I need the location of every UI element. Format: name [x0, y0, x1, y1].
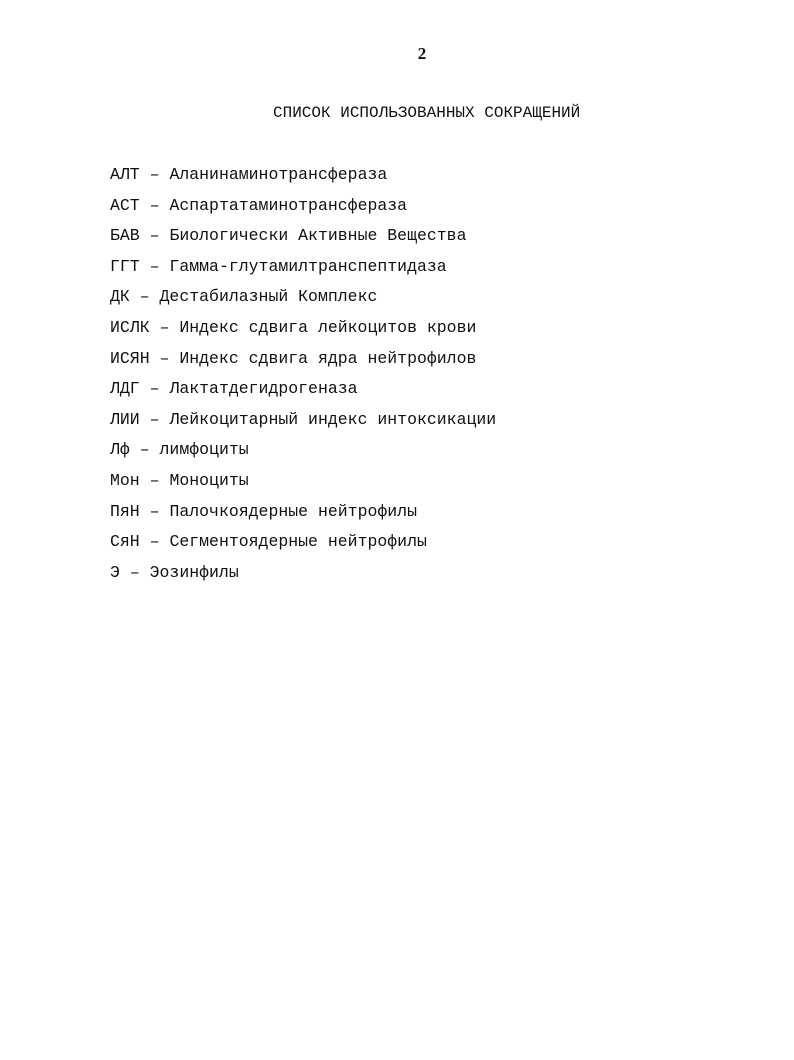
abbreviation-definition: Гамма-глутамилтранспептидаза	[169, 256, 447, 276]
abbreviation-definition: Палочкоядерные нейтрофилы	[169, 501, 417, 521]
abbreviation-item	[110, 409, 496, 440]
abbreviation-definition: Эозинфилы	[149, 562, 239, 582]
abbreviation-term: Мон	[110, 470, 140, 490]
abbreviation-separator: –	[149, 165, 160, 184]
abbreviation-item	[110, 501, 496, 532]
abbreviation-definition: Лейкоцитарный индекс интоксикации	[169, 409, 497, 429]
abbreviation-definition: Индекс сдвига лейкоцитов крови	[179, 317, 477, 337]
abbreviation-definition: Аспартатаминотрансфераза	[169, 195, 408, 215]
abbreviation-item	[110, 195, 496, 226]
abbreviation-separator: –	[149, 470, 160, 490]
abbreviation-separator: –	[129, 562, 140, 582]
abbreviation-term: АЛТ	[110, 165, 140, 184]
abbreviation-term: АСТ	[110, 195, 140, 215]
abbreviation-item	[110, 378, 496, 409]
abbreviation-term: СяН	[110, 532, 140, 552]
abbreviation-term: ПяН	[110, 501, 140, 521]
abbreviation-item	[110, 470, 496, 501]
abbreviation-item	[110, 439, 496, 470]
abbreviation-separator: –	[139, 287, 150, 307]
abbreviation-separator: –	[149, 195, 160, 215]
abbreviation-separator: –	[159, 317, 170, 337]
abbreviation-term: ЛИИ	[110, 409, 140, 429]
abbreviation-separator: –	[139, 440, 150, 460]
abbreviation-item	[110, 256, 496, 287]
abbreviation-term: ИСЛК	[110, 317, 150, 337]
page-number: 2	[417, 44, 427, 63]
page-title: СПИСОК ИСПОЛЬЗОВАННЫХ СОКРАЩЕНИЙ	[273, 104, 581, 122]
abbreviation-item	[110, 164, 496, 195]
abbreviation-item	[110, 286, 496, 317]
abbreviation-definition: лимфоциты	[159, 440, 249, 460]
abbreviation-definition: Дестабилазный Комплекс	[159, 287, 378, 307]
abbreviation-term: Лф	[110, 440, 130, 460]
abbreviation-item	[110, 531, 496, 562]
abbreviation-item	[110, 348, 496, 379]
abbreviation-item	[110, 225, 496, 256]
abbreviation-separator: –	[149, 226, 160, 246]
abbreviation-item	[110, 317, 496, 348]
abbreviation-term: ИСЯН	[110, 348, 150, 368]
abbreviation-separator: –	[159, 348, 170, 368]
abbreviation-term: ЛДГ	[110, 379, 140, 399]
abbreviation-separator: –	[149, 256, 160, 276]
abbreviation-definition: Биологически Активные Вещества	[169, 226, 467, 246]
abbreviation-definition: Индекс сдвига ядра нейтрофилов	[179, 348, 477, 368]
abbreviation-term: БАВ	[110, 226, 140, 246]
abbreviation-list	[110, 164, 496, 592]
abbreviation-separator: –	[149, 532, 160, 552]
abbreviation-separator: –	[149, 501, 160, 521]
abbreviation-separator: –	[149, 409, 160, 429]
abbreviation-separator: –	[149, 379, 160, 399]
abbreviation-item	[110, 562, 496, 593]
abbreviation-term: ГГТ	[110, 256, 140, 276]
abbreviation-definition: Сегментоядерные нейтрофилы	[169, 532, 427, 552]
abbreviation-definition: Моноциты	[169, 470, 249, 490]
abbreviation-definition: Аланинаминотрансфераза	[169, 165, 388, 184]
abbreviation-term: Э	[110, 562, 120, 582]
abbreviation-term: ДК	[110, 287, 130, 307]
abbreviation-definition: Лактатдегидрогеназа	[169, 379, 358, 399]
